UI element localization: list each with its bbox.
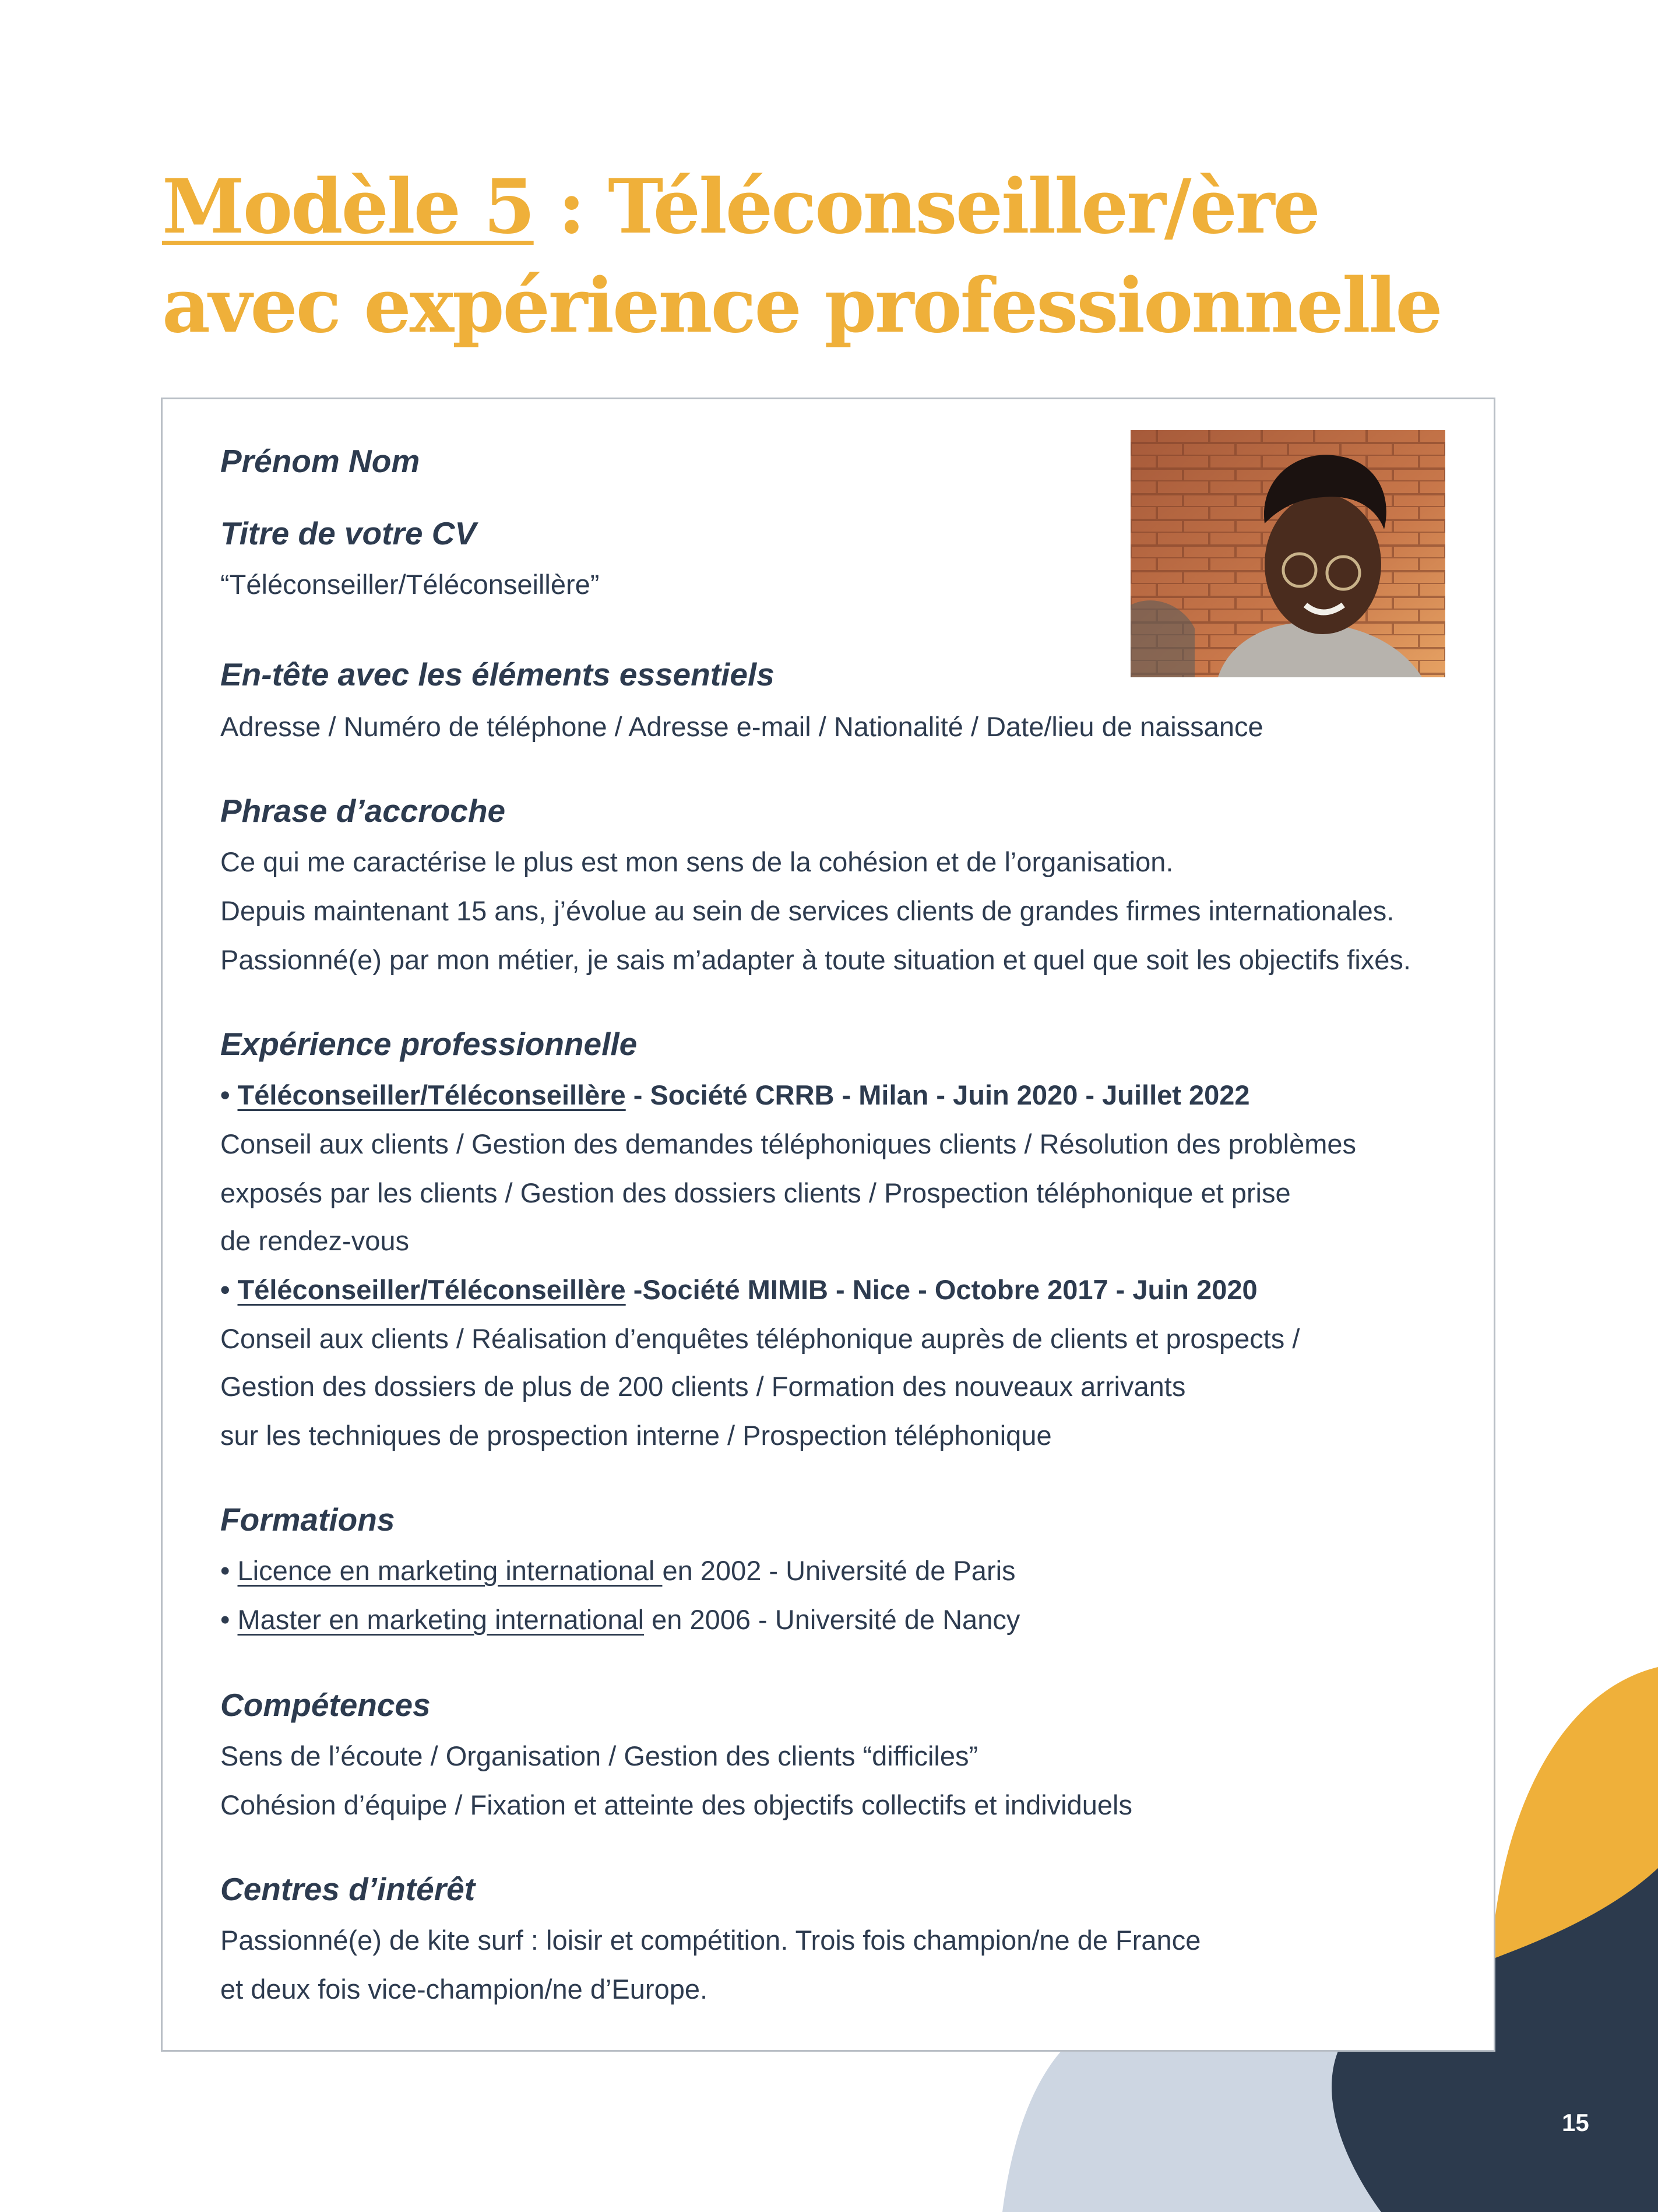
- job-title-line: [220, 1269, 1258, 1310]
- job-details: - Société CRRB - Milan - Juin 2020 - Juillet 2022: [625, 1079, 1250, 1110]
- degree-link[interactable]: Licence en marketing international: [237, 1555, 663, 1586]
- interests-line: et deux fois vice-champion/ne d’Europe.: [220, 1974, 708, 2004]
- page-number: 15: [1562, 2109, 1589, 2136]
- bullet: •: [220, 1079, 238, 1110]
- degree-details: en 2002 - Université de Paris: [662, 1555, 1016, 1586]
- job-title-line: [220, 1075, 1250, 1116]
- job-role-link[interactable]: Téléconseiller/Téléconseillère: [237, 1079, 626, 1110]
- degree-details: en 2006 - Université de Nancy: [644, 1604, 1020, 1635]
- heading-header: En-tête avec les éléments essentiels: [220, 656, 775, 692]
- portrait-photo-image: [1131, 430, 1445, 677]
- heading-name: Prénom Nom: [220, 443, 420, 479]
- model-number: Modèle 5: [162, 163, 534, 251]
- job-details: -Société MIMIB - Nice - Octobre 2017 - Juin 2020: [625, 1274, 1258, 1305]
- bullet: •: [220, 1274, 238, 1305]
- job-description-line: sur les techniques de prospection interne / Prospection téléphonique: [220, 1420, 1052, 1451]
- skills-line: Cohésion d’équipe / Fixation et atteinte des objectifs collectifs et individuels: [220, 1789, 1132, 1820]
- hook-line: Passionné(e) par mon métier, je sais m’adapter à toute situation et quel que soit les objectifs fixés.: [220, 944, 1411, 975]
- heading-skills: Compétences: [220, 1687, 431, 1723]
- job-description-line: exposés par les clients / Gestion des dossiers clients / Prospection téléphonique et prise: [220, 1177, 1291, 1208]
- skills-line: Sens de l’écoute / Organisation / Gestion des clients “difficiles”: [220, 1740, 978, 1771]
- job-description-line: Conseil aux clients / Gestion des demandes téléphoniques clients / Résolution des problèmes: [220, 1128, 1357, 1159]
- cv-title-value: “Téléconseiller/Téléconseillère”: [220, 569, 600, 600]
- job-description-line: de rendez-vous: [220, 1225, 409, 1256]
- heading-education: Formations: [220, 1501, 395, 1538]
- heading-experience: Expérience professionnelle: [220, 1026, 638, 1062]
- education-item: [220, 1550, 1016, 1591]
- heading-hook: Phrase d’accroche: [220, 793, 506, 829]
- title-line-2: avec expérience professionnelle: [162, 262, 1441, 350]
- bullet: •: [220, 1555, 238, 1586]
- bullet: •: [220, 1604, 238, 1635]
- header-value: Adresse / Numéro de téléphone / Adresse e-mail / Nationalité / Date/lieu de naissance: [220, 711, 1263, 742]
- heading-cv-title: Titre de votre CV: [220, 515, 477, 551]
- interests-line: Passionné(e) de kite surf : loisir et compétition. Trois fois champion/ne de France: [220, 1925, 1201, 1956]
- heading-interests: Centres d’intérêt: [220, 1871, 476, 1907]
- job-description-line: Conseil aux clients / Réalisation d’enquêtes téléphonique auprès de clients et prospects /: [220, 1323, 1300, 1354]
- education-item: [220, 1599, 1020, 1640]
- job-role-link[interactable]: Téléconseiller/Téléconseillère: [237, 1274, 626, 1305]
- portrait-photo: [1131, 430, 1445, 677]
- job-description-line: Gestion des dossiers de plus de 200 clients / Formation des nouveaux arrivants: [220, 1371, 1186, 1402]
- hook-line: Depuis maintenant 15 ans, j’évolue au sein de services clients de grandes firmes internationales.: [220, 895, 1395, 926]
- hook-line: Ce qui me caractérise le plus est mon sens de la cohésion et de l’organisation.: [220, 846, 1174, 877]
- title-role: : Téléconseiller/ère: [533, 163, 1319, 251]
- degree-link[interactable]: Master en marketing international: [237, 1604, 645, 1635]
